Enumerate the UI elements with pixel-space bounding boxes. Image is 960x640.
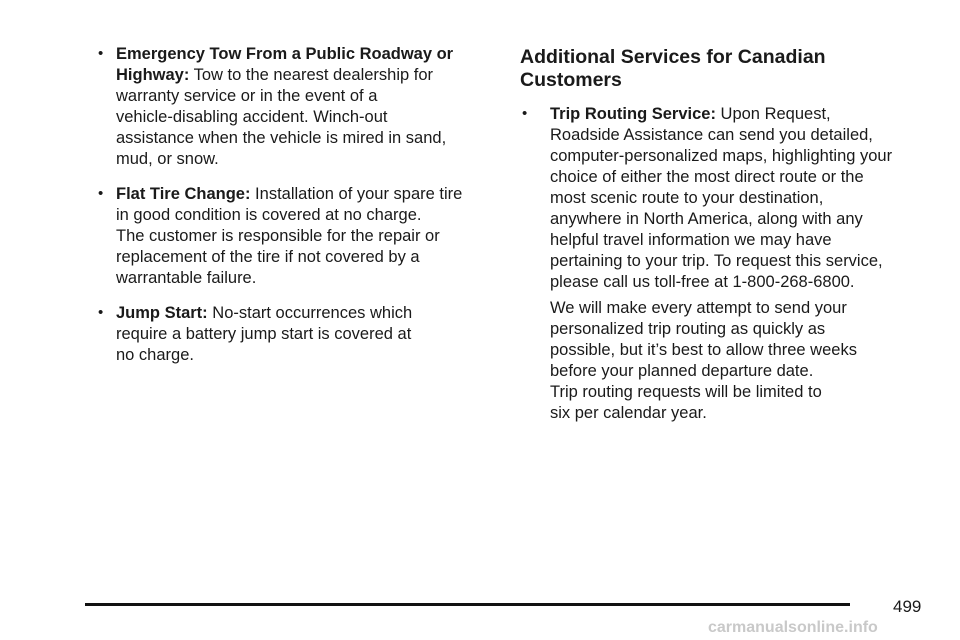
right-column bbox=[520, 44, 940, 424]
footer-rule bbox=[85, 603, 850, 606]
paragraph bbox=[550, 298, 940, 424]
section-heading: Additional Services for Canadian Customers bbox=[520, 46, 826, 91]
item-line: require a battery jump start is covered at bbox=[116, 325, 412, 343]
item-term: Emergency Tow From a Public Roadway or bbox=[116, 45, 454, 63]
paragraph-line: personalized trip routing as quickly as bbox=[550, 320, 826, 338]
paragraph-line: Trip routing requests will be limited to bbox=[550, 383, 822, 401]
list-item-trip-routing bbox=[522, 104, 940, 293]
bullet-icon: • bbox=[98, 45, 104, 62]
item-line: Jump Start: No-start occurrences which bbox=[116, 304, 413, 322]
paragraph-line: possible, but it’s best to allow three weeks bbox=[550, 341, 857, 359]
bullet-icon: • bbox=[98, 185, 104, 202]
item-line: Flat Tire Change: Installation of your spare tire bbox=[116, 185, 463, 203]
item-line: Highway: Tow to the nearest dealership for bbox=[116, 66, 434, 84]
item-line: choice of either the most direct route or the bbox=[550, 168, 864, 186]
paragraph-line: before your planned departure date. bbox=[550, 362, 814, 380]
item-line: pertaining to your trip. To request this service, bbox=[550, 252, 883, 270]
page-number: 499 bbox=[893, 597, 922, 616]
item-line: warranty service or in the event of a bbox=[116, 87, 378, 105]
item-line: helpful travel information we may have bbox=[550, 231, 832, 249]
item-line: replacement of the tire if not covered by a bbox=[116, 248, 420, 266]
paragraph-line: six per calendar year. bbox=[550, 404, 707, 422]
watermark: carmanualsonline.info bbox=[708, 619, 878, 636]
bullet-icon: • bbox=[522, 105, 528, 122]
item-line: no charge. bbox=[116, 346, 194, 364]
item-line: computer-personalized maps, highlighting your bbox=[550, 147, 893, 165]
item-line: Trip Routing Service: Upon Request, bbox=[550, 105, 831, 123]
list-item-emergency-tow bbox=[94, 44, 504, 170]
bullet-icon: • bbox=[98, 304, 104, 321]
item-line: warrantable failure. bbox=[116, 269, 257, 287]
list-item-jump-start bbox=[94, 303, 504, 366]
item-line: please call us toll-free at 1-800-268-6800. bbox=[550, 273, 855, 291]
item-line: anywhere in North America, along with any bbox=[550, 210, 863, 228]
item-line: mud, or snow. bbox=[116, 150, 219, 168]
paragraph-line: We will make every attempt to send your bbox=[550, 299, 847, 317]
item-line: most scenic route to your destination, bbox=[550, 189, 824, 207]
item-line: assistance when the vehicle is mired in sand, bbox=[116, 129, 447, 147]
item-line: The customer is responsible for the repair or bbox=[116, 227, 440, 245]
section-body bbox=[520, 104, 940, 424]
item-line: vehicle-disabling accident. Winch-out bbox=[116, 108, 388, 126]
left-column bbox=[94, 44, 504, 380]
item-line: Roadside Assistance can send you detailed, bbox=[550, 126, 873, 144]
item-line: in good condition is covered at no charge. bbox=[116, 206, 422, 224]
list-item-flat-tire bbox=[94, 184, 504, 289]
